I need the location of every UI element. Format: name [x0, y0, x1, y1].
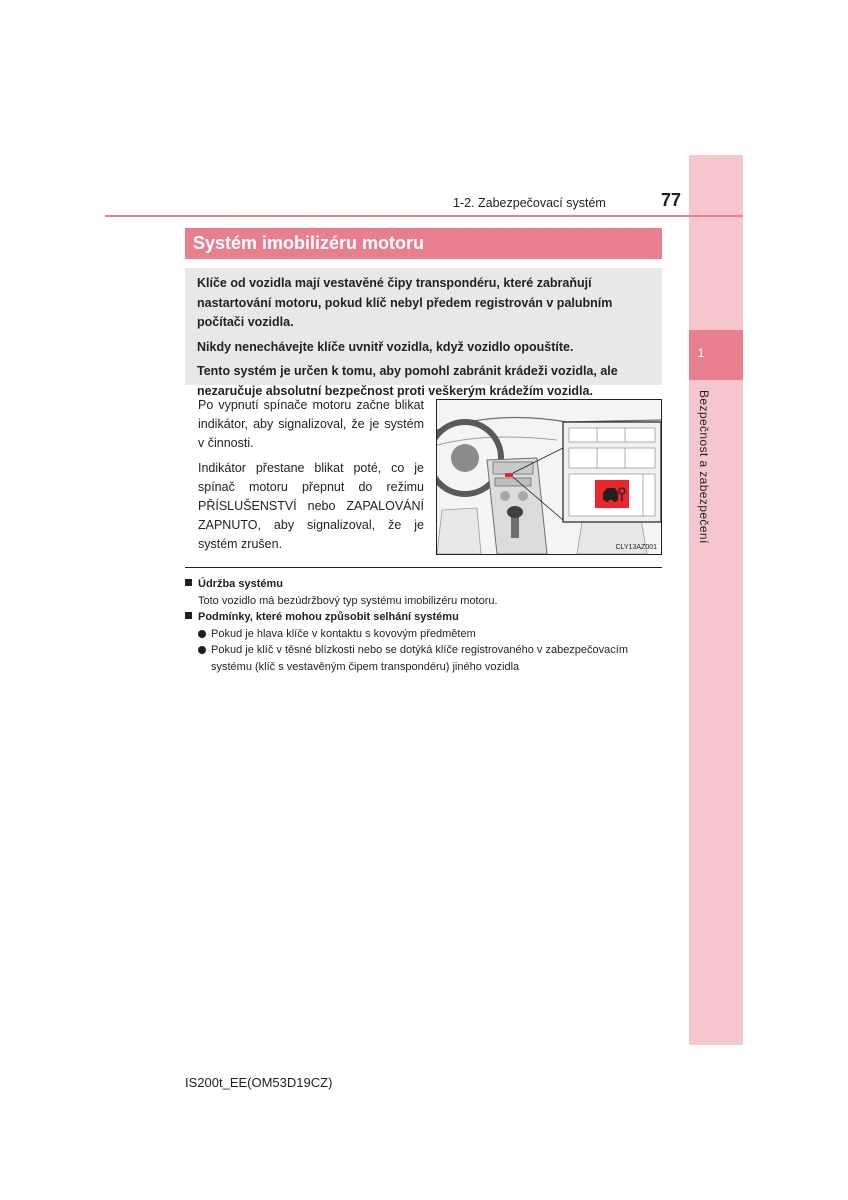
list-item-text: Pokud je klíč v těsné blízkosti nebo se dotýká klíče registrovaného v zabezpečovacím systému (klíč s vestavěným čipem transpondéru) jiného vozidla: [211, 644, 628, 673]
intro-box: [185, 268, 662, 398]
body-paragraph: Indikátor přestane blikat poté, co je spínač motoru přepnut do režimu PŘÍSLUŠENSTVÍ nebo ZAPALOVÁNÍ ZAPNUTO, aby signalizoval, že je systém zrušen.: [198, 461, 424, 551]
dashboard-drawing: [437, 400, 661, 554]
square-bullet-icon: [185, 612, 192, 619]
section-divider: [185, 567, 662, 568]
intro-paragraph: Klíče od vozidla mají vestavěné čipy transpondéru, které zabraňují nastartování motoru, pokud klíč nebyl předem registrován v palubním počítači vozidla.: [197, 276, 613, 329]
body-text: [198, 396, 424, 560]
round-bullet-icon: [198, 630, 206, 638]
round-bullet-icon: [198, 646, 206, 654]
note-heading-malfunction: [185, 609, 662, 626]
note-text: Toto vozidlo má bezúdržbový typ systému imobilizéru motoru.: [198, 594, 498, 607]
note-heading-maintenance: [185, 576, 662, 593]
indicator-location-mark: [505, 473, 513, 477]
list-item: [185, 642, 662, 675]
notes-section: [185, 576, 662, 675]
body-paragraph: Po vypnutí spínače motoru začne blikat indikátor, aby signalizoval, že je systém v činnosti.: [198, 398, 424, 450]
header-section-title: 1-2. Zabezpečovací systém: [453, 196, 606, 210]
page-title: Systém imobilizéru motoru: [185, 228, 662, 259]
intro-paragraph: Tento systém je určen k tomu, aby pomohl zabránit krádeži vozidla, ale nezaručuje absolutní bezpečnost proti veškerým krádežím vozidla.: [197, 364, 618, 398]
intro-paragraph: Nikdy nenechávejte klíče uvnitř vozidla, když vozidlo opouštíte.: [197, 339, 574, 354]
figure-label: CLY13AZ001: [615, 544, 657, 551]
square-bullet-icon: [185, 579, 192, 586]
note-heading-text: Podmínky, které mohou způsobit selhání systému: [198, 611, 459, 623]
side-chapter-band: [689, 155, 743, 1045]
header-rule: [105, 215, 743, 217]
list-item-text: Pokud je hlava klíče v kontaktu s kovovým předmětem: [211, 627, 476, 640]
chapter-number: 1: [697, 346, 705, 360]
dashboard-illustration: [436, 399, 662, 555]
list-item: [185, 626, 662, 643]
note-heading-text: Údržba systému: [198, 578, 283, 590]
page-number: 77: [661, 190, 682, 210]
chapter-title: Bezpečnost a zabezpečení: [697, 390, 711, 544]
footer-document-id: IS200t_EE(OM53D19CZ): [185, 1075, 333, 1090]
